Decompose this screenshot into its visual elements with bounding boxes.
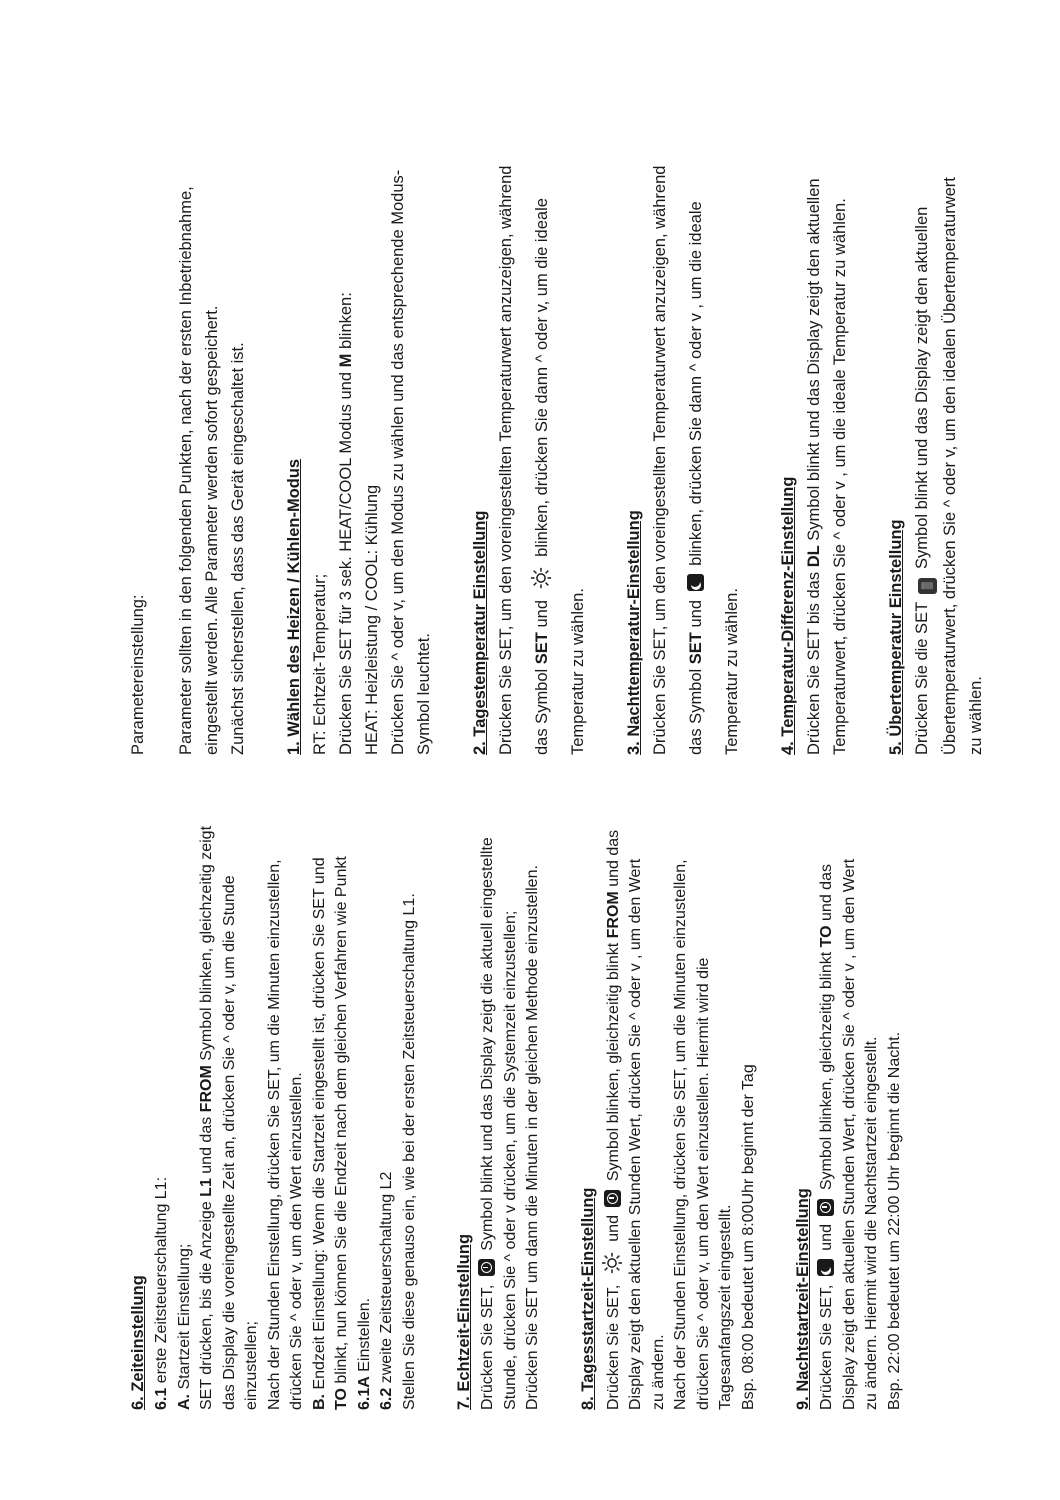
s6-line: einzustellen; [243,1321,260,1410]
s8-line: Nach der Stunden Einstellung, drücken Sie SET, um die Minuten einzustellen, [672,859,689,1410]
section-1-title: 1. Wählen des Heizen / Kühlen-Modus [285,458,303,755]
s2-line: Drücken Sie SET, um den voreingestellten Temperaturwert anzuzeigen, während [497,165,515,755]
s8-line: Display zeigt den aktuellen Stunden Wert, drücken Sie ^ oder v , um den Wert [627,858,644,1410]
s6-line: 6.1A Einstellen. [355,1297,373,1410]
s9-line: Drücken Sie SET, und Symbol blinken, gleichzeitig blinkt TO und das [818,864,835,1410]
overtemp-icon: ▒ [918,578,937,594]
s7-line: Drücken Sie SET, Symbol blinkt und das Display zeigt die aktuell eingestellte [479,837,496,1410]
s3-line: Temperatur zu wählen. [723,588,741,755]
s9-line: Bsp. 22:00 bedeutet um 22:00 Uhr beginnt die Nacht. [885,1031,903,1410]
section-6-title: 6. Zeiteinstellung [129,1275,147,1410]
s6-line: drücken Sie ^ oder v, um den Wert einzustellen. [288,1072,305,1410]
left-column [125,740,906,1410]
moon-icon [687,574,704,591]
s1-line: HEAT: Heizleistung / COOL: Kühlung [363,484,381,755]
s6-line: Stellen Sie diese genauso ein, wie bei der ersten Zeitsteuerschaltung L1. [400,893,418,1410]
s5-line: zu wählen. [967,676,985,755]
s6-line: 6.2 zweite Zeitsteuerschaltung L2 [378,1171,395,1410]
s6-line: B. Endzeit Einstellung: Wenn die Startzeit eingestellt ist, drücken Sie SET und [310,857,328,1410]
s6-line: Nach der Stunden Einstellung, drücken Sie SET, um die Minuten einzustellen, [265,859,283,1410]
moon-icon [817,1259,834,1276]
intro-title: Parametereinstellung: [129,594,147,755]
clock-icon [817,1199,834,1216]
s2-line: das Symbol SET und blinken, drücken Sie dann ^ oder v, um die ideale [529,45,555,755]
sun-icon [530,567,552,589]
s4-line: Temperaturwert, drücken Sie ^ oder v , um die ideale Temperatur zu wählen. [831,198,849,755]
section-9-title: 9. Nachtstartzeit-Einstellung [794,1188,812,1410]
s8-line: zu ändern. [649,1334,667,1410]
s4-line: Drücken Sie SET bis das DL Symbol blinkt und das Display zeigt den aktuellen [805,178,823,755]
s3-line: das Symbol SET und blinken, drücken Sie dann ^ oder v , um die ideale [687,201,705,755]
right-column [125,45,989,755]
s3-line: Drücken Sie SET, um den voreingestellten Temperaturwert anzuzeigen, während [651,165,669,755]
intro-line: eingestellt werden. Alle Parameter werden sofort gespeichert. [203,305,221,755]
s8-line: Tagesanfangszeit eingestellt. [717,1204,734,1410]
clock-icon [604,1190,621,1207]
section-8-title: 8. Tagesstartzeit-Einstellung [578,1187,597,1410]
s6-line: A. Startzeit Einstellung; [175,1243,193,1410]
section-4-title: 4. Temperatur-Differenz-Einstellung [779,476,797,755]
clock-icon [478,1259,495,1276]
s1-line: Drücken Sie ^ oder v, um den Modus zu wählen und das entsprechende Modus- [389,169,407,755]
s7-line: Drücken Sie SET um dann die Minuten in der gleichen Methode einzustellen. [524,865,541,1410]
s6-line: SET drücken, bis die Anzeige L1 und das FROM Symbol blinken, gleichzeitig zeigt [198,825,215,1410]
section-2-title: 2. Tagestemperatur Einstellung [471,510,489,755]
sun-icon [601,1252,623,1274]
s8-line: Bsp. 08:00 bedeutet um 8:00Uhr beginnt der Tag [739,1064,757,1410]
s1-line: Drücken Sie SET für 3 sek. HEAT/COOL Modus und M blinken: [337,292,355,755]
s5-line: Übertemperaturwert, drücken Sie ^ oder v, um den idealen Übertemperaturwert [941,177,959,755]
s7-line: Stunde, drücken Sie ^ oder v drücken, um die Systemzeit einzustellen; [501,910,519,1410]
section-7-title: 7. Echtzeit-Einstellung [455,1233,473,1410]
s8-line: drücken Sie ^ oder v, um den Wert einzustellen. Hiermit wird die [694,957,712,1410]
s6-line: das Display die voreingestellte Zeit an, drücken Sie ^ oder v, um die Stunde [220,875,238,1410]
intro-line: Parameter sollten in den folgenden Punkten, nach der ersten Inbetriebnahme, [177,186,195,755]
s1-line: Symbol leuchtet. [415,633,433,755]
s5-line: Drücken Sie die SET ▒ Symbol blinkt und das Display zeigt den aktuellen [909,45,937,755]
s6-line: 6.1 erste Zeitsteuerschaltung L1: [153,1176,170,1410]
s8-line: Drücken Sie SET, und Symbol blinken, gleichzeitig blinkt FROM und das [601,740,626,1410]
section-3-title: 3. Nachttemperatur-Einstellung [625,510,643,755]
s6-line: TO blinkt, nun können Sie die Endzeit nach dem gleichen Verfahren wie Punkt [333,856,350,1410]
s2-line: Temperatur zu wählen. [569,588,587,755]
s1-line: RT: Echtzeit-Temperatur; [311,573,329,755]
section-5-title: 5. Übertemperatur Einstellung [887,519,905,755]
s9-line: zu ändern. Hiermit wird die Nachtstartzeit eingestellt. [863,1036,880,1410]
s9-line: Display zeigt den aktuellen Stunden Wert, drücken Sie ^ oder v , um den Wert [840,858,858,1410]
intro-line: Zunächst sicherstellen, dass das Gerät eingeschaltet ist. [229,342,247,755]
